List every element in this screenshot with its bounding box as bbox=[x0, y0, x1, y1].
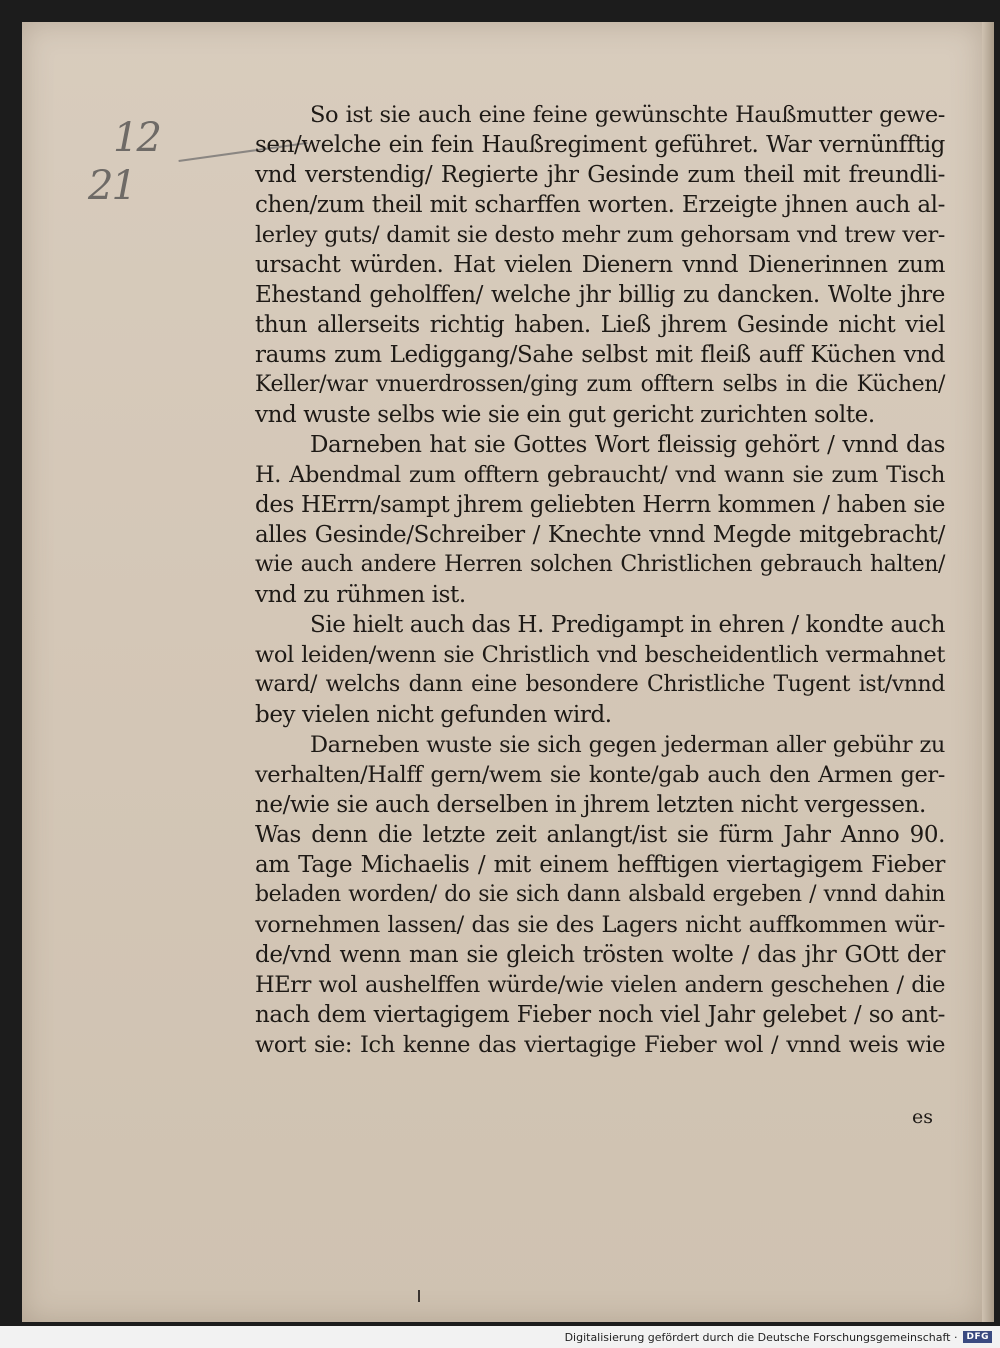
text-line: am Tage Michaelis / mit einem hefftigen viertagigem Fieber bbox=[255, 852, 945, 878]
text-line: raums zum Lediggang/Sahe selbst mit fleiß auff Küchen vnd bbox=[255, 342, 945, 368]
text-line: Sie hielt auch das H. Predigampt in ehren / kondte auch bbox=[310, 612, 945, 638]
text-line: ward/ welchs dann eine besondere Christliche Tugent ist/vnnd bbox=[255, 672, 945, 697]
page-text bbox=[255, 100, 945, 1060]
text-line: lerley guts/ damit sie desto mehr zum gehorsam vnd trew ver- bbox=[255, 222, 945, 248]
text-line: wie auch andere Herren solchen Christlichen gebrauch halten/ bbox=[255, 552, 945, 577]
text-line: de/vnd wenn man sie gleich trösten wolte / das jhr GOtt der bbox=[255, 942, 945, 968]
dfg-logo-icon: DFG bbox=[963, 1331, 992, 1343]
text-line: vnd verstendig/ Regierte jhr Gesinde zum theil mit freundli- bbox=[255, 162, 945, 188]
text-line: ne/wie sie auch derselben in jhrem letzten nicht vergessen. bbox=[255, 792, 926, 818]
printer-mark bbox=[418, 1290, 420, 1302]
text-line: Keller/war vnuerdrossen/ging zum offtern selbs in die Küchen/ bbox=[255, 372, 945, 397]
margin-note-line: 21 bbox=[88, 163, 135, 209]
text-line: alles Gesinde/Schreiber / Knechte vnnd Megde mitgebracht/ bbox=[255, 522, 945, 548]
text-line: vnd zu rühmen ist. bbox=[255, 582, 466, 608]
text-line: Was denn die letzte zeit anlangt/ist sie fürm Jahr Anno 90. bbox=[255, 822, 945, 848]
text-line: bey vielen nicht gefunden wird. bbox=[255, 702, 612, 728]
text-line: wort sie: Ich kenne das viertagige Fieber wol / vnnd weis wie bbox=[255, 1032, 945, 1058]
text-line: So ist sie auch eine feine gewünschte Haußmutter gewe- bbox=[310, 102, 945, 128]
text-line: nach dem viertagigem Fieber noch viel Jahr gelebet / so ant- bbox=[255, 1002, 945, 1028]
footer-bar bbox=[0, 1326, 1000, 1348]
text-line: HErr wol aushelffen würde/wie vielen andern geschehen / die bbox=[255, 972, 945, 998]
text-line: H. Abendmal zum offtern gebraucht/ vnd wann sie zum Tisch bbox=[255, 462, 945, 488]
text-line: Ehestand geholffen/ welche jhr billig zu dancken. Wolte jhre bbox=[255, 282, 945, 308]
text-line: thun allerseits richtig haben. Ließ jhrem Gesinde nicht viel bbox=[255, 312, 945, 338]
text-line: ursacht würden. Hat vielen Dienern vnnd Dienerinnen zum bbox=[255, 252, 945, 278]
text-line: des HErrn/sampt jhrem geliebten Herrn kommen / haben sie bbox=[255, 492, 945, 518]
handwritten-margin-note bbox=[78, 115, 258, 255]
text-line: beladen worden/ do sie sich dann alsbald ergeben / vnnd dahin bbox=[255, 882, 945, 907]
text-line: Darneben hat sie Gottes Wort fleissig gehört / vnnd das bbox=[310, 432, 945, 458]
text-line: chen/zum theil mit scharffen worten. Erzeigte jhnen auch al- bbox=[255, 192, 945, 218]
text-line: verhalten/Halff gern/wem sie konte/gab auch den Armen ger- bbox=[255, 762, 945, 788]
text-line: wol leiden/wenn sie Christlich vnd bescheidentlich vermahnet bbox=[255, 642, 945, 668]
catchword: es bbox=[912, 1106, 933, 1128]
text-line: vnd wuste selbs wie sie ein gut gericht zurichten solte. bbox=[255, 402, 875, 428]
page-edge bbox=[982, 22, 994, 1322]
text-line: Darneben wuste sie sich gegen jederman aller gebühr zu bbox=[310, 732, 945, 758]
margin-note-line: 12 bbox=[113, 115, 160, 161]
funding-credit: Digitalisierung gefördert durch die Deutsche Forschungsgemeinschaft · bbox=[564, 1330, 958, 1344]
text-line: sen/welche ein fein Haußregiment geführet. War vernünfftig bbox=[255, 132, 945, 158]
text-line: vornehmen lassen/ das sie des Lagers nicht auffkommen wür- bbox=[255, 912, 945, 938]
